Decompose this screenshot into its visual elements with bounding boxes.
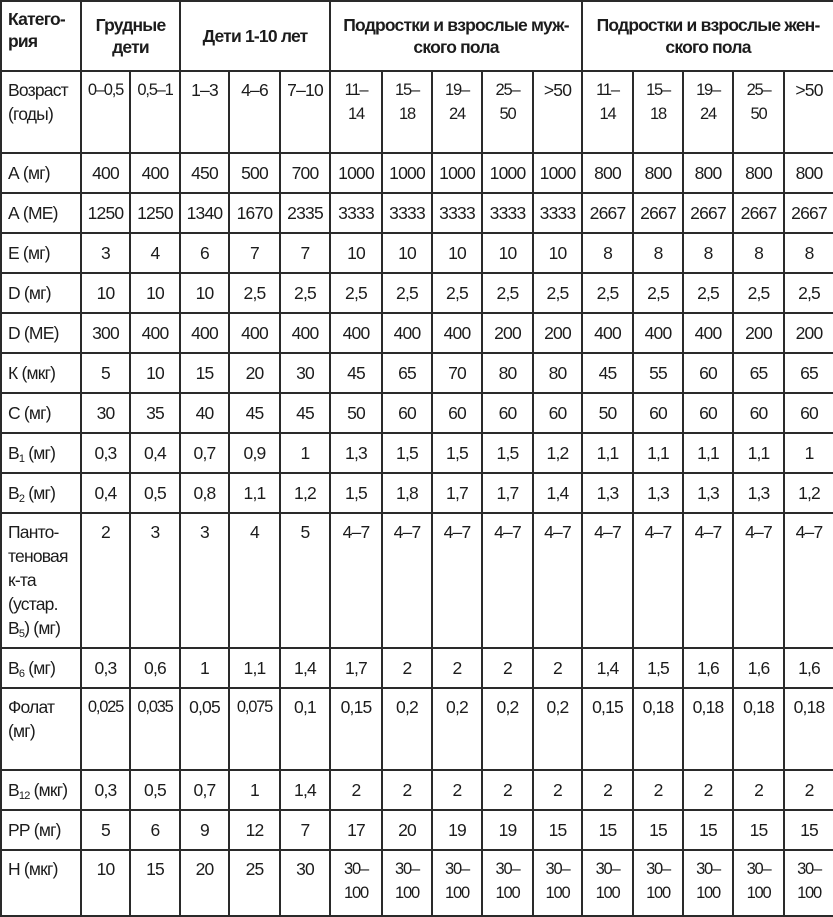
table-cell: 19– 24 (432, 71, 482, 153)
table-row (1, 273, 833, 313)
table-cell: 15 (582, 810, 633, 850)
table-cell: 2 (382, 648, 432, 688)
table-cell: 30– 100 (582, 850, 633, 916)
table-cell: 17 (330, 810, 382, 850)
table-cell: 2 (633, 770, 683, 810)
table-cell: 3333 (482, 193, 533, 233)
table-cell: 4–7 (382, 513, 432, 648)
table-cell: 1670 (229, 193, 280, 233)
table-cell: 1,2 (280, 473, 330, 513)
table-cell: 15– 18 (382, 71, 432, 153)
table-cell: 7 (229, 233, 280, 273)
table-cell: 4–7 (633, 513, 683, 648)
table-cell: 2,5 (784, 273, 833, 313)
table-cell: 2 (784, 770, 833, 810)
table-cell: 20 (382, 810, 432, 850)
table-cell: 3 (81, 233, 130, 273)
table-row (1, 433, 833, 473)
table-cell: 5 (81, 353, 130, 393)
table-cell: 10 (180, 273, 229, 313)
table-cell: 0,075 (229, 688, 280, 770)
table-row (1, 233, 833, 273)
table-cell: 1250 (81, 193, 130, 233)
table-cell: 0,2 (382, 688, 432, 770)
table-cell: 45 (229, 393, 280, 433)
table-cell: 0,4 (130, 433, 180, 473)
table-cell: 2,5 (280, 273, 330, 313)
table-cell: 60 (382, 393, 432, 433)
table-cell: 30– 100 (432, 850, 482, 916)
table-cell: 1,5 (330, 473, 382, 513)
table-cell: 4 (130, 233, 180, 273)
table-cell: 1,4 (533, 473, 582, 513)
table-cell: 65 (784, 353, 833, 393)
table-cell: 4–7 (733, 513, 784, 648)
table-cell: 300 (81, 313, 130, 353)
table-cell: 30– 100 (733, 850, 784, 916)
table-cell: 2,5 (533, 273, 582, 313)
table-cell: 1 (229, 770, 280, 810)
table-cell: 15 (533, 810, 582, 850)
table-cell: >50 (533, 71, 582, 153)
table-cell: 1,5 (432, 433, 482, 473)
table-cell: 50 (582, 393, 633, 433)
row-label: А (МЕ) (1, 193, 81, 233)
table-cell: 0,2 (533, 688, 582, 770)
table-cell: 4–7 (482, 513, 533, 648)
table-cell: 1,7 (482, 473, 533, 513)
table-cell: 6 (180, 233, 229, 273)
table-cell: 10 (382, 233, 432, 273)
table-cell: 400 (130, 153, 180, 193)
table-cell: 10 (533, 233, 582, 273)
table-cell: 800 (784, 153, 833, 193)
row-label: РР (мг) (1, 810, 81, 850)
table-cell: 400 (280, 313, 330, 353)
table-cell: 400 (382, 313, 432, 353)
table-cell: 0,2 (482, 688, 533, 770)
table-cell: 40 (180, 393, 229, 433)
table-cell: 2 (533, 770, 582, 810)
table-row (1, 810, 833, 850)
table-cell: 2 (533, 648, 582, 688)
table-cell: 0,3 (81, 433, 130, 473)
table-cell: 1,1 (582, 433, 633, 473)
table-cell: 1,6 (683, 648, 733, 688)
table-cell: 0–0,5 (81, 71, 130, 153)
table-cell: 45 (330, 353, 382, 393)
table-cell: 400 (582, 313, 633, 353)
table-cell: 60 (633, 393, 683, 433)
table-cell: 2 (432, 648, 482, 688)
table-cell: 450 (180, 153, 229, 193)
table-cell: 0,8 (180, 473, 229, 513)
table-cell: 2,5 (330, 273, 382, 313)
table-cell: 4–7 (533, 513, 582, 648)
table-cell: 0,18 (633, 688, 683, 770)
table-row (1, 313, 833, 353)
table-cell: 1,5 (633, 648, 683, 688)
table-cell: 400 (330, 313, 382, 353)
table-cell: 4–7 (432, 513, 482, 648)
table-cell: 4–7 (330, 513, 382, 648)
table-cell: 200 (733, 313, 784, 353)
table-cell: 60 (733, 393, 784, 433)
table-cell: 15 (130, 850, 180, 916)
table-cell: 2 (482, 770, 533, 810)
table-row (1, 770, 833, 810)
table-cell: 30– 100 (382, 850, 432, 916)
table-cell: 2,5 (633, 273, 683, 313)
table-cell: 1340 (180, 193, 229, 233)
table-cell: 19 (482, 810, 533, 850)
table-cell: 11– 14 (582, 71, 633, 153)
table-cell: 30 (280, 850, 330, 916)
table-cell: 1,3 (582, 473, 633, 513)
table-cell: 1 (784, 433, 833, 473)
table-body (1, 71, 833, 916)
table-cell: 1,7 (432, 473, 482, 513)
table-row (1, 71, 833, 153)
table-cell: 0,05 (180, 688, 229, 770)
table-cell: 3 (180, 513, 229, 648)
table-cell: 0,7 (180, 433, 229, 473)
table-cell: 15 (180, 353, 229, 393)
row-label: D (мг) (1, 273, 81, 313)
table-cell: 8 (683, 233, 733, 273)
table-cell: 19 (432, 810, 482, 850)
table-cell: 2,5 (482, 273, 533, 313)
table-cell: 30 (280, 353, 330, 393)
table-cell: 4–7 (683, 513, 733, 648)
table-cell: 55 (633, 353, 683, 393)
table-cell: 60 (533, 393, 582, 433)
table-cell: 2 (330, 770, 382, 810)
table-cell: 2 (733, 770, 784, 810)
table-cell: 800 (683, 153, 733, 193)
table-cell: 1,3 (633, 473, 683, 513)
table-cell: 800 (633, 153, 683, 193)
table-row (1, 850, 833, 916)
table-cell: 2667 (582, 193, 633, 233)
table-cell: 700 (280, 153, 330, 193)
table-cell: 50 (330, 393, 382, 433)
table-cell: 4–7 (784, 513, 833, 648)
table-cell: 25– 50 (733, 71, 784, 153)
table-cell: 8 (633, 233, 683, 273)
table-cell: 0,7 (180, 770, 229, 810)
table-cell: 0,6 (130, 648, 180, 688)
table-cell: 0,4 (81, 473, 130, 513)
row-label: Возраст (годы) (1, 71, 81, 153)
table-cell: 30 (81, 393, 130, 433)
table-cell: 0,18 (683, 688, 733, 770)
table-cell: 30– 100 (482, 850, 533, 916)
row-label: $В_2$ (мг) (1, 473, 81, 513)
table-cell: 0,9 (229, 433, 280, 473)
table-cell: 0,2 (432, 688, 482, 770)
table-cell: 200 (533, 313, 582, 353)
table-cell: 200 (482, 313, 533, 353)
row-label: А (мг) (1, 153, 81, 193)
table-cell: 1,3 (330, 433, 382, 473)
table-cell: 1,3 (733, 473, 784, 513)
table-cell: 400 (683, 313, 733, 353)
table-cell: 60 (432, 393, 482, 433)
table-cell: 20 (180, 850, 229, 916)
table-cell: 11– 14 (330, 71, 382, 153)
table-cell: 60 (683, 393, 733, 433)
row-label: Панто- теновая к-та (устар. $В_5$) (мг) (1, 513, 81, 648)
table-cell: 1000 (330, 153, 382, 193)
table-cell: 15 (683, 810, 733, 850)
table-cell: 10 (81, 273, 130, 313)
table-cell: 70 (432, 353, 482, 393)
table-cell: 9 (180, 810, 229, 850)
table-cell: 1,1 (733, 433, 784, 473)
table-cell: 2667 (633, 193, 683, 233)
table-cell: 10 (330, 233, 382, 273)
table-cell: 80 (482, 353, 533, 393)
table-cell: 15– 18 (633, 71, 683, 153)
table-cell: 4–6 (229, 71, 280, 153)
table-row (1, 688, 833, 770)
table-cell: 0,15 (330, 688, 382, 770)
table-cell: 10 (130, 273, 180, 313)
table-cell: 25– 50 (482, 71, 533, 153)
table-cell: 3333 (533, 193, 582, 233)
table-cell: 800 (733, 153, 784, 193)
table-cell: 400 (130, 313, 180, 353)
table-cell: 3 (130, 513, 180, 648)
table-cell: 2335 (280, 193, 330, 233)
table-cell: 25 (229, 850, 280, 916)
table-cell: 10 (81, 850, 130, 916)
table-cell: 8 (733, 233, 784, 273)
table-cell: 0,5 (130, 473, 180, 513)
table-cell: 0,5–1 (130, 71, 180, 153)
header-infants: Грудные дети (81, 1, 180, 71)
row-label: Е (мг) (1, 233, 81, 273)
table-cell: 2,5 (733, 273, 784, 313)
table-cell: 0,025 (81, 688, 130, 770)
table-cell: 30– 100 (633, 850, 683, 916)
table-cell: 1,5 (382, 433, 432, 473)
table-cell: 60 (784, 393, 833, 433)
table-cell: 1,6 (733, 648, 784, 688)
table-cell: 0,15 (582, 688, 633, 770)
row-label: С (мг) (1, 393, 81, 433)
table-cell: 4–7 (582, 513, 633, 648)
table-cell: 19– 24 (683, 71, 733, 153)
header-children: Дети 1-10 лет (180, 1, 330, 71)
table-cell: 200 (784, 313, 833, 353)
table-cell: 7 (280, 233, 330, 273)
table-cell: 10 (482, 233, 533, 273)
table-cell: 2 (482, 648, 533, 688)
table-cell: 7–10 (280, 71, 330, 153)
table-cell: 60 (482, 393, 533, 433)
table-cell: 4 (229, 513, 280, 648)
table-cell: 5 (280, 513, 330, 648)
table-cell: 3333 (382, 193, 432, 233)
table-cell: 3333 (330, 193, 382, 233)
table-cell: 80 (533, 353, 582, 393)
table-cell: 8 (582, 233, 633, 273)
table-row (1, 393, 833, 433)
table-cell: 0,18 (784, 688, 833, 770)
table-cell: 2667 (784, 193, 833, 233)
table-cell: 2,5 (229, 273, 280, 313)
table-cell: 800 (582, 153, 633, 193)
table-cell: 0,035 (130, 688, 180, 770)
table-row (1, 513, 833, 648)
table-cell: 0,5 (130, 770, 180, 810)
table-cell: 2 (382, 770, 432, 810)
table-cell: 2667 (733, 193, 784, 233)
row-label: $В_1$ (мг) (1, 433, 81, 473)
table-cell: 1000 (432, 153, 482, 193)
row-label: Н (мкг) (1, 850, 81, 916)
table-cell: 400 (229, 313, 280, 353)
table-cell: 2 (432, 770, 482, 810)
table-cell: 15 (784, 810, 833, 850)
table-cell: 30– 100 (683, 850, 733, 916)
table-cell: 45 (280, 393, 330, 433)
header-category: Катего- рия (1, 1, 81, 71)
table-cell: 2,5 (432, 273, 482, 313)
table-cell: 1 (180, 648, 229, 688)
table-cell: 1,7 (330, 648, 382, 688)
table-cell: 65 (382, 353, 432, 393)
row-label: $В_{12}$ (мкг) (1, 770, 81, 810)
table-cell: 5 (81, 810, 130, 850)
table-row (1, 648, 833, 688)
table-cell: 3333 (432, 193, 482, 233)
table-cell: 0,1 (280, 688, 330, 770)
table-cell: 1,5 (482, 433, 533, 473)
row-label: D (МЕ) (1, 313, 81, 353)
row-label: $В_6$ (мг) (1, 648, 81, 688)
table-cell: 1000 (482, 153, 533, 193)
table-cell: 30– 100 (330, 850, 382, 916)
table-cell: 1,6 (784, 648, 833, 688)
row-label: Фолат (мг) (1, 688, 81, 770)
table-cell: 7 (280, 810, 330, 850)
table-cell: 15 (733, 810, 784, 850)
table-cell: 500 (229, 153, 280, 193)
table-cell: 400 (432, 313, 482, 353)
table-cell: 0,18 (733, 688, 784, 770)
table-cell: 2,5 (382, 273, 432, 313)
table-cell: 1,8 (382, 473, 432, 513)
table-cell: 1,4 (280, 648, 330, 688)
table-cell: 65 (733, 353, 784, 393)
table-cell: 12 (229, 810, 280, 850)
table-cell: 1,4 (582, 648, 633, 688)
table-cell: 60 (683, 353, 733, 393)
table-cell: 400 (81, 153, 130, 193)
table-cell: 45 (582, 353, 633, 393)
table-cell: 1000 (382, 153, 432, 193)
row-label: К (мкг) (1, 353, 81, 393)
table-cell: 2,5 (683, 273, 733, 313)
table-cell: 1,1 (633, 433, 683, 473)
table-cell: 1,3 (683, 473, 733, 513)
table-cell: 8 (784, 233, 833, 273)
table-cell: 30– 100 (784, 850, 833, 916)
table-cell: 6 (130, 810, 180, 850)
table-cell: 1,2 (533, 433, 582, 473)
table-row (1, 353, 833, 393)
table-cell: 2667 (683, 193, 733, 233)
table-cell: 2 (81, 513, 130, 648)
table-row (1, 473, 833, 513)
table-cell: 2 (683, 770, 733, 810)
table-cell: 20 (229, 353, 280, 393)
table-cell: 10 (130, 353, 180, 393)
table-cell: 1,1 (229, 648, 280, 688)
table-cell: 15 (633, 810, 683, 850)
table-cell: 1250 (130, 193, 180, 233)
table-cell: 0,3 (81, 648, 130, 688)
header-females: Подростки и взрослые жен- ского пола (582, 1, 833, 71)
table-cell: 35 (130, 393, 180, 433)
table-cell: 1 (280, 433, 330, 473)
table-cell: 0,3 (81, 770, 130, 810)
table-cell: 1,2 (784, 473, 833, 513)
table-cell: 2,5 (582, 273, 633, 313)
header-males: Подростки и взрослые муж- ского пола (330, 1, 582, 71)
table-row (1, 153, 833, 193)
table-cell: 1–3 (180, 71, 229, 153)
table-cell: 400 (633, 313, 683, 353)
table-cell: 1,1 (229, 473, 280, 513)
table-cell: 10 (432, 233, 482, 273)
table-cell: 2 (582, 770, 633, 810)
table-cell: 1,1 (683, 433, 733, 473)
table-row (1, 193, 833, 233)
table-cell: 1,4 (280, 770, 330, 810)
table-cell: 30– 100 (533, 850, 582, 916)
table-cell: >50 (784, 71, 833, 153)
table-cell: 400 (180, 313, 229, 353)
table-cell: 1000 (533, 153, 582, 193)
